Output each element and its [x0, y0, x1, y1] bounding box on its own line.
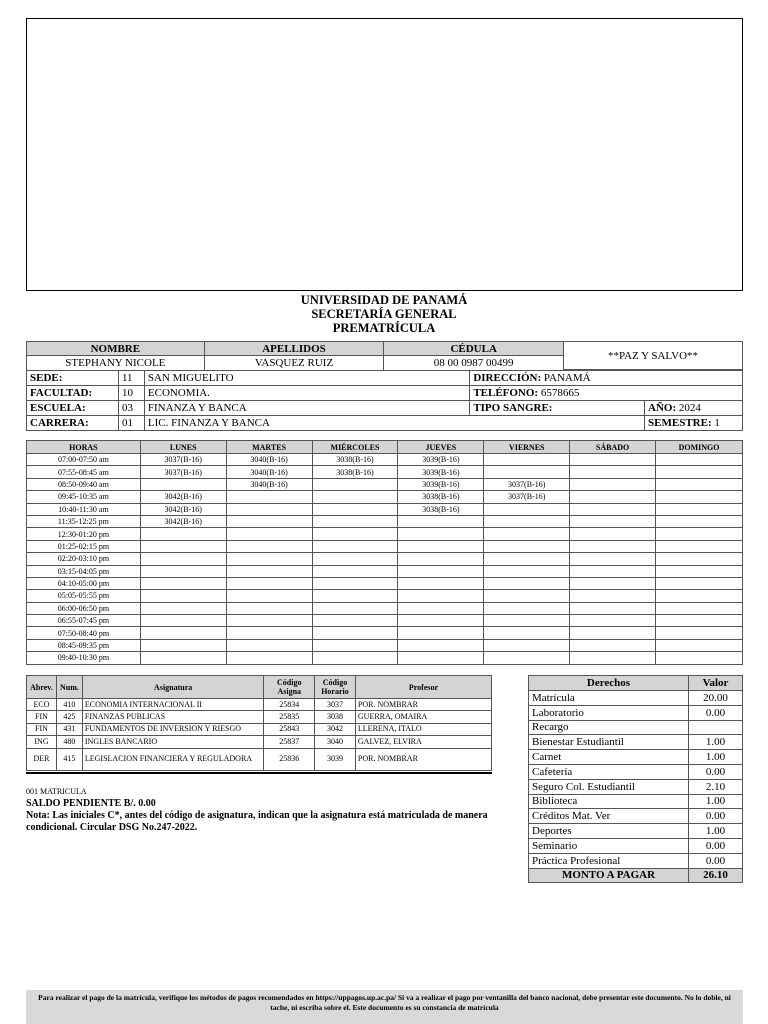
schedule-cell: [140, 602, 226, 614]
schedule-cell: [312, 627, 398, 639]
courses-bottom-rule: [26, 772, 492, 774]
schedule-time: 04:10-05:00 pm: [27, 577, 141, 589]
schedule-cell: [140, 652, 226, 664]
schedule-cell: [398, 602, 484, 614]
schedule-cell: [226, 590, 312, 602]
schedule-time: 11:35-12:25 pm: [27, 515, 141, 527]
course-cell: POR. NOMBRAR: [355, 748, 491, 770]
payment-footer: Para realizar el pago de la matrícula, verifique los métodos de pagos recomendados en https://uppagos.up.ac.pa/ Si va a realizar el pago por ventanilla del banco nacional, debe presentar este documento. No lo doble, ni tache, ni escriba sobre el. Este documento es su constancia de matrícula: [26, 990, 743, 1024]
schedule-cell: [226, 553, 312, 565]
cedula-value: 08 00 0987 00499: [384, 356, 564, 371]
course-cell: LEGISLACION FINANCIERA Y REGULADORA: [82, 748, 264, 770]
schedule-cell: [656, 466, 743, 478]
course-cell: INGLES BANCARIO: [82, 736, 264, 748]
schedule-time: 06:55-07:45 pm: [27, 615, 141, 627]
schedule-cell: [656, 602, 743, 614]
schedule-cell: [484, 639, 570, 651]
schedule-cell: [656, 515, 743, 527]
fee-name: Biblioteca: [529, 794, 689, 809]
schedule-header-5: VIERNES: [484, 441, 570, 454]
fee-name: Carnet: [529, 750, 689, 765]
schedule-cell: [398, 639, 484, 651]
schedule-cell: 3037(B-16): [484, 478, 570, 490]
schedule-cell: [656, 553, 743, 565]
schedule-cell: [570, 615, 656, 627]
notes-section: [26, 786, 496, 834]
schedule-row: [27, 602, 743, 614]
fees-table: [528, 675, 743, 883]
schedule-row: [27, 639, 743, 651]
schedule-cell: [312, 652, 398, 664]
schedule-header-4: JUEVES: [398, 441, 484, 454]
schedule-cell: [570, 540, 656, 552]
course-row: [27, 748, 492, 770]
schedule-cell: [656, 615, 743, 627]
schedule-cell: 3042(B-16): [140, 515, 226, 527]
anio-cell: [645, 401, 743, 416]
schedule-time: 09:45-10:35 am: [27, 491, 141, 503]
schedule-cell: [312, 639, 398, 651]
schedule-cell: [484, 615, 570, 627]
schedule-cell: [226, 565, 312, 577]
schedule-cell: [484, 454, 570, 466]
schedule-cell: [570, 590, 656, 602]
fee-value: 1.00: [689, 750, 743, 765]
schedule-cell: [484, 528, 570, 540]
schedule-cell: [312, 478, 398, 490]
schedule-cell: [484, 540, 570, 552]
direccion-cell: [470, 371, 743, 386]
schedule-cell: [484, 590, 570, 602]
course-cell: 25837: [264, 736, 315, 748]
course-cell: FUNDAMENTOS DE INVERSION Y RIESGO: [82, 723, 264, 735]
schedule-cell: [140, 528, 226, 540]
course-cell: 415: [56, 748, 82, 770]
carrera-label: CARRERA:: [27, 416, 119, 431]
sede-code: 11: [118, 371, 144, 386]
schedule-cell: [398, 553, 484, 565]
schedule-cell: [570, 602, 656, 614]
schedule-header-0: HORAS: [27, 441, 141, 454]
course-row: [27, 711, 492, 723]
schedule-cell: [398, 515, 484, 527]
course-header-0: Abrev.: [27, 676, 57, 699]
carrera-value: LIC. FINANZA Y BANCA: [144, 416, 644, 431]
fee-name: Deportes: [529, 824, 689, 839]
course-header-5: Profesor: [355, 676, 491, 699]
fee-row: [529, 809, 743, 824]
telefono-cell: [470, 386, 743, 401]
course-row: [27, 723, 492, 735]
semestre-label: SEMESTRE:: [648, 417, 712, 429]
schedule-cell: [484, 466, 570, 478]
schedule-row: [27, 528, 743, 540]
fee-name: Laboratorio: [529, 705, 689, 720]
schedule-cell: [656, 652, 743, 664]
schedule-cell: 3038(B-16): [398, 503, 484, 515]
fee-value: 1.00: [689, 824, 743, 839]
document-title: PREMATRÍCULA: [332, 321, 436, 335]
schedule-cell: [226, 602, 312, 614]
fee-value: 2.10: [689, 779, 743, 794]
fee-row: [529, 853, 743, 868]
cedula-header: CÉDULA: [384, 342, 564, 356]
schedule-cell: [312, 577, 398, 589]
schedule-cell: [570, 652, 656, 664]
sede-label: SEDE:: [27, 371, 119, 386]
schedule-cell: [570, 454, 656, 466]
schedule-table: [26, 440, 743, 665]
schedule-cell: 3042(B-16): [140, 491, 226, 503]
course-cell: 3040: [315, 736, 356, 748]
schedule-row: [27, 454, 743, 466]
fee-name: Créditos Mat. Ver: [529, 809, 689, 824]
fee-value: 1.00: [689, 735, 743, 750]
course-header-1: Num.: [56, 676, 82, 699]
schedule-cell: [312, 491, 398, 503]
schedule-cell: 3040(B-16): [226, 466, 312, 478]
anio-value: 2024: [678, 402, 701, 414]
direccion-label: DIRECCIÓN:: [473, 372, 542, 384]
schedule-cell: [226, 491, 312, 503]
schedule-row: [27, 553, 743, 565]
course-cell: FIN: [27, 711, 57, 723]
schedule-cell: [484, 553, 570, 565]
schedule-cell: [398, 652, 484, 664]
schedule-time: 02:20-03:10 pm: [27, 553, 141, 565]
course-cell: POR. NOMBRAR: [355, 699, 491, 711]
schedule-cell: [484, 503, 570, 515]
total-value: 26.10: [689, 868, 743, 883]
schedule-cell: [312, 553, 398, 565]
course-cell: ECO: [27, 699, 57, 711]
fee-row: [529, 720, 743, 735]
schedule-cell: 3038(B-16): [398, 491, 484, 503]
schedule-cell: [312, 540, 398, 552]
schedule-row: [27, 515, 743, 527]
schedule-cell: 3039(B-16): [398, 454, 484, 466]
derechos-header: Derechos: [529, 676, 689, 691]
schedule-cell: 3039(B-16): [398, 478, 484, 490]
schedule-cell: [570, 627, 656, 639]
schedule-time: 12:30-01:20 pm: [27, 528, 141, 540]
schedule-cell: [570, 577, 656, 589]
nombre-header: NOMBRE: [27, 342, 205, 356]
schedule-row: [27, 503, 743, 515]
schedule-cell: [140, 639, 226, 651]
fee-value: 0.00: [689, 838, 743, 853]
schedule-cell: [140, 553, 226, 565]
schedule-cell: 3040(B-16): [226, 478, 312, 490]
schedule-header-2: MARTES: [226, 441, 312, 454]
schedule-time: 05:05-05:55 pm: [27, 590, 141, 602]
course-cell: 3037: [315, 699, 356, 711]
schedule-cell: [484, 515, 570, 527]
schedule-cell: [484, 627, 570, 639]
facultad-code: 10: [118, 386, 144, 401]
schedule-cell: [656, 478, 743, 490]
schedule-header-1: LUNES: [140, 441, 226, 454]
course-cell: ECONOMIA INTERNACIONAL II: [82, 699, 264, 711]
fee-row: [529, 750, 743, 765]
schedule-cell: [656, 528, 743, 540]
schedule-row: [27, 615, 743, 627]
schedule-cell: 3038(B-16): [312, 466, 398, 478]
schedule-cell: [484, 565, 570, 577]
schedule-cell: [570, 515, 656, 527]
course-cell: 25836: [264, 748, 315, 770]
course-cell: GALVEZ, ELVIRA: [355, 736, 491, 748]
telefono-label: TELÉFONO:: [473, 387, 539, 399]
schedule-cell: [312, 515, 398, 527]
schedule-cell: [226, 528, 312, 540]
course-cell: 3042: [315, 723, 356, 735]
schedule-cell: [656, 590, 743, 602]
schedule-cell: [656, 565, 743, 577]
valor-header: Valor: [689, 676, 743, 691]
schedule-time: 07:00-07:50 am: [27, 454, 141, 466]
course-cell: ING: [27, 736, 57, 748]
course-cell: DER: [27, 748, 57, 770]
schedule-cell: [312, 565, 398, 577]
schedule-cell: [484, 652, 570, 664]
schedule-cell: 3037(B-16): [484, 491, 570, 503]
course-cell: 410: [56, 699, 82, 711]
schedule-cell: [656, 639, 743, 651]
course-cell: FINANZAS PUBLICAS: [82, 711, 264, 723]
schedule-row: [27, 478, 743, 490]
schedule-cell: [312, 528, 398, 540]
schedule-cell: [656, 454, 743, 466]
schedule-cell: [226, 639, 312, 651]
schedule-time: 09:40-10:30 pm: [27, 652, 141, 664]
fee-value: [689, 720, 743, 735]
course-cell: 425: [56, 711, 82, 723]
schedule-cell: [226, 577, 312, 589]
schedule-cell: [140, 565, 226, 577]
schedule-cell: [656, 540, 743, 552]
schedule-row: [27, 627, 743, 639]
fee-row: [529, 705, 743, 720]
escuela-code: 03: [118, 401, 144, 416]
schedule-cell: 3037(B-16): [140, 466, 226, 478]
schedule-cell: [570, 478, 656, 490]
schedule-row: [27, 466, 743, 478]
schedule-cell: [398, 528, 484, 540]
facultad-value: ECONOMIA.: [144, 386, 469, 401]
carrera-code: 01: [118, 416, 144, 431]
schedule-row: [27, 652, 743, 664]
sede-value: SAN MIGUELITO: [144, 371, 469, 386]
schedule-cell: [312, 590, 398, 602]
schedule-cell: [656, 503, 743, 515]
schedule-time: 06:00-06:50 pm: [27, 602, 141, 614]
course-cell: LLERENA, ITALO: [355, 723, 491, 735]
fee-row: [529, 735, 743, 750]
fee-name: Seminario: [529, 838, 689, 853]
schedule-header-3: MIÉRCOLES: [312, 441, 398, 454]
schedule-cell: [226, 515, 312, 527]
fee-value: 0.00: [689, 853, 743, 868]
sangre-cell: [470, 401, 645, 416]
schedule-time: 08:50-09:40 am: [27, 478, 141, 490]
schedule-row: [27, 590, 743, 602]
schedule-cell: [570, 466, 656, 478]
university-title: UNIVERSIDAD DE PANAMÁ: [300, 293, 468, 307]
fee-value: 0.00: [689, 809, 743, 824]
schedule-cell: [656, 577, 743, 589]
course-header-3: Código Asigna: [264, 676, 315, 699]
schedule-cell: [226, 503, 312, 515]
schedule-cell: [140, 615, 226, 627]
schedule-row: [27, 540, 743, 552]
course-cell: 480: [56, 736, 82, 748]
schedule-time: 03:15-04:05 pm: [27, 565, 141, 577]
schedule-cell: [570, 503, 656, 515]
course-cell: 431: [56, 723, 82, 735]
identity-table: [26, 341, 564, 371]
course-header-4: Código Horario: [315, 676, 356, 699]
schedule-cell: [398, 627, 484, 639]
fee-name: Matrícula: [529, 691, 689, 706]
fee-name: Bienestar Estudiantil: [529, 735, 689, 750]
course-row: [27, 699, 492, 711]
course-cell: 25843: [264, 723, 315, 735]
fee-value: 20.00: [689, 691, 743, 706]
sangre-label: TIPO SANGRE:: [473, 402, 553, 414]
fee-value: 1.00: [689, 794, 743, 809]
schedule-cell: [656, 627, 743, 639]
schedule-cell: 3038(B-16): [312, 454, 398, 466]
schedule-cell: 3037(B-16): [140, 454, 226, 466]
schedule-cell: [140, 577, 226, 589]
fee-row: [529, 764, 743, 779]
nota-condicional: Nota: Las iniciales C*, antes del código de asignatura, indican que la asignatura está matriculada de manera condicional. Circular DSG No.247-2022.: [26, 810, 488, 833]
schedule-cell: [398, 615, 484, 627]
schedule-row: [27, 577, 743, 589]
schedule-cell: [398, 577, 484, 589]
schedule-cell: [484, 577, 570, 589]
schedule-cell: [140, 478, 226, 490]
saldo-pendiente: SALDO PENDIENTE B/. 0.00: [26, 798, 156, 809]
apellidos-value: VASQUEZ RUIZ: [204, 356, 384, 371]
nombre-value: STEPHANY NICOLE: [27, 356, 205, 371]
fee-row: [529, 838, 743, 853]
schedule-cell: [226, 615, 312, 627]
schedule-cell: [312, 503, 398, 515]
schedule-cell: [312, 615, 398, 627]
schedule-time: 08:45-09:35 pm: [27, 639, 141, 651]
course-cell: 25834: [264, 699, 315, 711]
schedule-cell: [312, 602, 398, 614]
semestre-value: 1: [714, 417, 720, 429]
schedule-cell: [484, 602, 570, 614]
fee-value: 0.00: [689, 705, 743, 720]
fee-name: Cafetería: [529, 764, 689, 779]
schedule-cell: [140, 590, 226, 602]
course-cell: 25835: [264, 711, 315, 723]
schedule-cell: [570, 639, 656, 651]
fee-name: Seguro Col. Estudiantil: [529, 779, 689, 794]
schedule-cell: 3040(B-16): [226, 454, 312, 466]
apellidos-header: APELLIDOS: [204, 342, 384, 356]
schedule-cell: [226, 540, 312, 552]
paz-y-salvo: **PAZ Y SALVO**: [564, 341, 743, 370]
schedule-cell: 3039(B-16): [398, 466, 484, 478]
schedule-header-6: SÁBADO: [570, 441, 656, 454]
escuela-value: FINANZA Y BANCA: [144, 401, 469, 416]
direccion-value: PANAMÁ: [543, 372, 591, 384]
schedule-cell: [398, 590, 484, 602]
fee-row: [529, 779, 743, 794]
schedule-cell: [570, 528, 656, 540]
schedule-cell: [140, 540, 226, 552]
courses-table: [26, 675, 492, 771]
schedule-row: [27, 491, 743, 503]
schedule-cell: [398, 565, 484, 577]
course-cell: 3038: [315, 711, 356, 723]
total-label: MONTO A PAGAR: [529, 868, 689, 883]
course-header-2: Asignatura: [82, 676, 264, 699]
schedule-time: 07:55-08:45 am: [27, 466, 141, 478]
fee-name: Recargo: [529, 720, 689, 735]
schedule-cell: [570, 491, 656, 503]
schedule-cell: 3042(B-16): [140, 503, 226, 515]
schedule-time: 01:25-02:15 pm: [27, 540, 141, 552]
facultad-label: FACULTAD:: [27, 386, 119, 401]
telefono-value: 6578665: [540, 387, 580, 399]
schedule-header-7: DOMINGO: [656, 441, 743, 454]
schedule-time: 10:40-11:30 am: [27, 503, 141, 515]
fee-row: [529, 691, 743, 706]
course-cell: GUERRA, OMAIRA: [355, 711, 491, 723]
schedule-cell: [140, 627, 226, 639]
schedule-cell: [570, 553, 656, 565]
matricula-code: 001 MATRICULA: [26, 787, 87, 796]
course-row: [27, 736, 492, 748]
photo-area: [26, 18, 743, 291]
schedule-time: 07:50-08:40 pm: [27, 627, 141, 639]
course-cell: FIN: [27, 723, 57, 735]
anio-label: AÑO:: [648, 402, 677, 414]
escuela-label: ESCUELA:: [27, 401, 119, 416]
schedule-cell: [226, 652, 312, 664]
fee-value: 0.00: [689, 764, 743, 779]
schedule-cell: [656, 491, 743, 503]
fee-row: [529, 824, 743, 839]
fee-row: [529, 794, 743, 809]
schedule-cell: [398, 540, 484, 552]
secretaria-title: SECRETARÍA GENERAL: [311, 307, 457, 321]
semestre-cell: [645, 416, 743, 431]
fee-name: Práctica Profesional: [529, 853, 689, 868]
schedule-cell: [226, 627, 312, 639]
schedule-cell: [570, 565, 656, 577]
schedule-row: [27, 565, 743, 577]
student-info-table: [26, 370, 743, 431]
course-cell: 3039: [315, 748, 356, 770]
